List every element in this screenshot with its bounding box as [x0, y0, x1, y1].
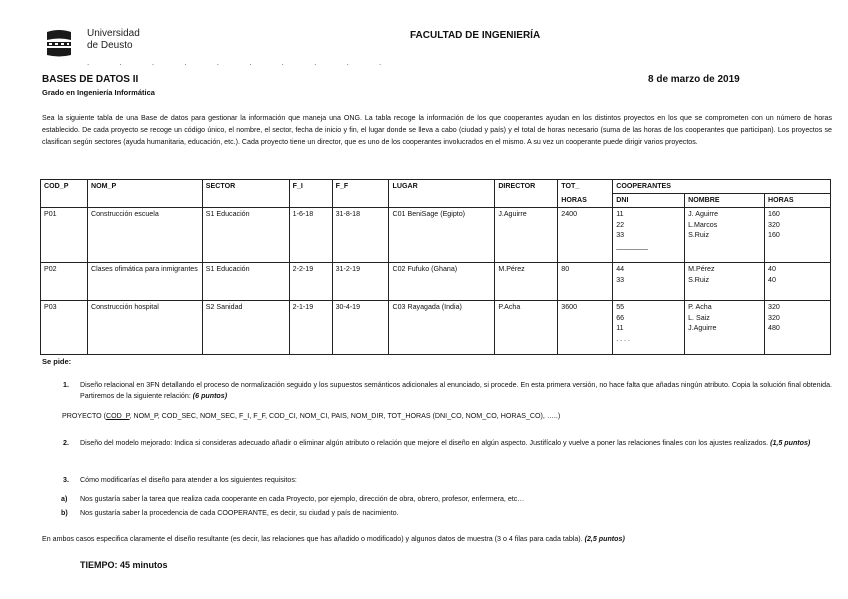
header-horas-total: HORAS	[558, 194, 613, 208]
horas-value: 480	[768, 324, 780, 332]
dni-value: ________	[616, 241, 648, 250]
university-name: Universidad de Deusto	[87, 28, 140, 51]
table-row	[41, 208, 831, 263]
nombre-value: S.Ruiz	[688, 231, 710, 239]
header-tot: TOT_	[558, 180, 613, 194]
nombre-value: J. Aguirre	[688, 210, 719, 218]
nombre-value: M.Pérez	[688, 265, 715, 273]
cell-lugar: C01 BeniSage (Egipto)	[389, 208, 495, 263]
dni-value: 44	[616, 265, 625, 273]
question-number: 1.	[63, 381, 69, 389]
cell-nom: Clases ofimática para inmigrantes	[87, 263, 202, 301]
cell-nom: Construcción escuela	[87, 208, 202, 263]
cell-nombre	[685, 301, 765, 355]
degree-name: Grado en Ingeniería Informática	[42, 88, 155, 97]
cell-nombre	[685, 263, 765, 301]
nombre-value: J.Aguirre	[688, 324, 717, 332]
cell-cod: P01	[41, 208, 88, 263]
course-title: BASES DE DATOS II	[42, 74, 139, 85]
cell-director: P.Acha	[495, 301, 558, 355]
cell-tot: 2400	[558, 208, 613, 263]
dni-value: . . . .	[616, 334, 630, 343]
cell-lugar: C03 Rayagada (India)	[389, 301, 495, 355]
dni-value: 66	[616, 313, 625, 322]
question-body: Diseño del modelo mejorado: Indica si consideras adecuado añadir o eliminar algún atributo o relación que mejore el diseño en algún aspecto. Justifícalo y vuelve a poner las relaciones finales con los ajustes realizados.	[80, 439, 769, 447]
cell-ff: 31-8-18	[332, 208, 389, 263]
horas-value: 160	[768, 210, 780, 218]
exam-date: 8 de marzo de 2019	[648, 74, 740, 85]
dni-value: 33	[616, 231, 625, 239]
cell-horas	[765, 263, 831, 301]
cell-cod: P03	[41, 301, 88, 355]
header-cooperantes: COOPERANTES	[613, 180, 831, 194]
header-cod-p: COD_P	[41, 180, 88, 208]
cell-horas	[765, 208, 831, 263]
cell-tot: 3600	[558, 301, 613, 355]
project-table	[40, 179, 831, 355]
table-row	[41, 263, 831, 301]
cell-sector: S2 Sanidad	[202, 301, 289, 355]
dni-value: 33	[616, 275, 625, 284]
requirement-text: Nos gustaría saber la tarea que realiza cada cooperante en cada Proyecto, por ejemplo, dirección de obra, obrero, profesor, enfermera, etc…	[80, 495, 525, 503]
horas-value: 160	[768, 231, 780, 239]
nombre-value: L. Saiz	[688, 313, 710, 322]
horas-value: 320	[768, 313, 780, 322]
cell-sector: S1 Educación	[202, 208, 289, 263]
question-number: 2.	[63, 439, 69, 447]
cell-lugar: C02 Fufuko (Ghana)	[389, 263, 495, 301]
requirement-label: b)	[61, 509, 68, 517]
header-f-f: F_F	[332, 180, 389, 208]
cell-nom: Construcción hospital	[87, 301, 202, 355]
table-row	[41, 301, 831, 355]
requirement-label: a)	[61, 495, 68, 503]
relation-definition	[62, 411, 560, 422]
questions-intro: Se pide:	[42, 357, 72, 366]
cell-dni	[613, 263, 685, 301]
cell-tot: 80	[558, 263, 613, 301]
nombre-value: S.Ruiz	[688, 275, 710, 284]
requirement-text: Nos gustaría saber la procedencia de cada COOPERANTE, es decir, su ciudad y país de nacimiento.	[80, 509, 399, 517]
cell-fi: 1-6-18	[289, 208, 332, 263]
university-logo-icon	[44, 28, 74, 58]
header-dotted-line: . . . . . . . . . .	[87, 58, 396, 67]
horas-value: 320	[768, 220, 780, 229]
cell-ff: 31-2-19	[332, 263, 389, 301]
question-body: Diseño relacional en 3FN detallando el proceso de normalización seguido y los supuestos semánticos adicionales al enunciado, si procede. En esta primera versión, no hace falta que añadas ningún atributo. Copia la solución final obtenida. Partiremos de la siguiente relación:	[80, 381, 833, 400]
header-nombre: NOMBRE	[685, 194, 765, 208]
horas-value: 40	[768, 265, 776, 273]
exam-time: TIEMPO: 45 minutos	[80, 560, 168, 570]
question-points: (1,5 puntos)	[770, 439, 811, 447]
question-text	[80, 380, 832, 401]
header-dni: DNI	[613, 194, 685, 208]
faculty-title: FACULTAD DE INGENIERÍA	[410, 30, 541, 41]
header-sector: SECTOR	[202, 180, 289, 208]
cell-dni	[613, 208, 685, 263]
cell-ff: 30-4-19	[332, 301, 389, 355]
cell-fi: 2-2-19	[289, 263, 332, 301]
dni-value: 55	[616, 303, 625, 311]
header-lugar: LUGAR	[389, 180, 495, 208]
header-director: DIRECTOR	[495, 180, 558, 208]
nombre-value: L.Marcos	[688, 220, 718, 229]
closing-instructions	[42, 534, 832, 545]
cell-horas	[765, 301, 831, 355]
intro-paragraph: Sea la siguiente tabla de una Base de datos para gestionar la información que maneja una ONG. La tabla recoge la información de los que cooperantes ayudan en los distintos proyectos en los que se comprometen con un número de horas establecido. De cada proyecto se recoge un código único, el nombre, el sector, fecha de inicio y fin, el lugar donde se lleva a cabo (ciudad y país) y el total de horas necesario (suma de las horas de los cooperantes que participan). Los proyectos se clasifican según sectores (ayuda humanitaria, educación, etc.). Cada proyecto tiene un director, que es uno de los cooperantes involucrados en el mismo. A su vez un cooperante puede dirigir varios proyectos.	[42, 114, 832, 146]
cell-director: M.Pérez	[495, 263, 558, 301]
cell-nombre	[685, 208, 765, 263]
question-number: 3.	[63, 476, 69, 484]
dni-value: 11	[616, 210, 624, 218]
question-points: (6 puntos)	[192, 391, 228, 400]
horas-value: 320	[768, 303, 780, 311]
question-text	[80, 438, 832, 449]
relation-primary-key: COD_P	[106, 412, 130, 420]
nombre-value: P. Acha	[688, 303, 712, 311]
cell-director: J.Aguirre	[495, 208, 558, 263]
header-horas: HORAS	[765, 194, 831, 208]
cell-sector: S1 Educación	[202, 263, 289, 301]
header-f-i: F_I	[289, 180, 332, 208]
closing-text: En ambos casos especifica claramente el diseño resultante (es decir, las relaciones que has añadido o modificado) y algunos datos de muestra (3 o 4 filas para cada tabla).	[42, 535, 583, 543]
dni-value: 22	[616, 220, 625, 229]
dni-value: 11	[616, 324, 624, 332]
header-nom-p: NOM_P	[87, 180, 202, 208]
cell-fi: 2-1-19	[289, 301, 332, 355]
relation-attributes: , NOM_P, COD_SEC, NOM_SEC, F_I, F_F, COD_CI, NOM_CI, PAIS, NOM_DIR, TOT_HORAS (DNI_CO, NOM_CO, HORAS_CO), …..)	[129, 412, 561, 420]
horas-value: 40	[768, 275, 776, 284]
table-header-row	[41, 180, 831, 194]
cell-cod: P02	[41, 263, 88, 301]
cell-dni	[613, 301, 685, 355]
relation-prefix: PROYECTO (	[62, 412, 107, 420]
question-body: Cómo modificarías el diseño para atender a los siguientes requisitos:	[80, 476, 297, 484]
closing-points: (2,5 puntos)	[584, 535, 625, 543]
